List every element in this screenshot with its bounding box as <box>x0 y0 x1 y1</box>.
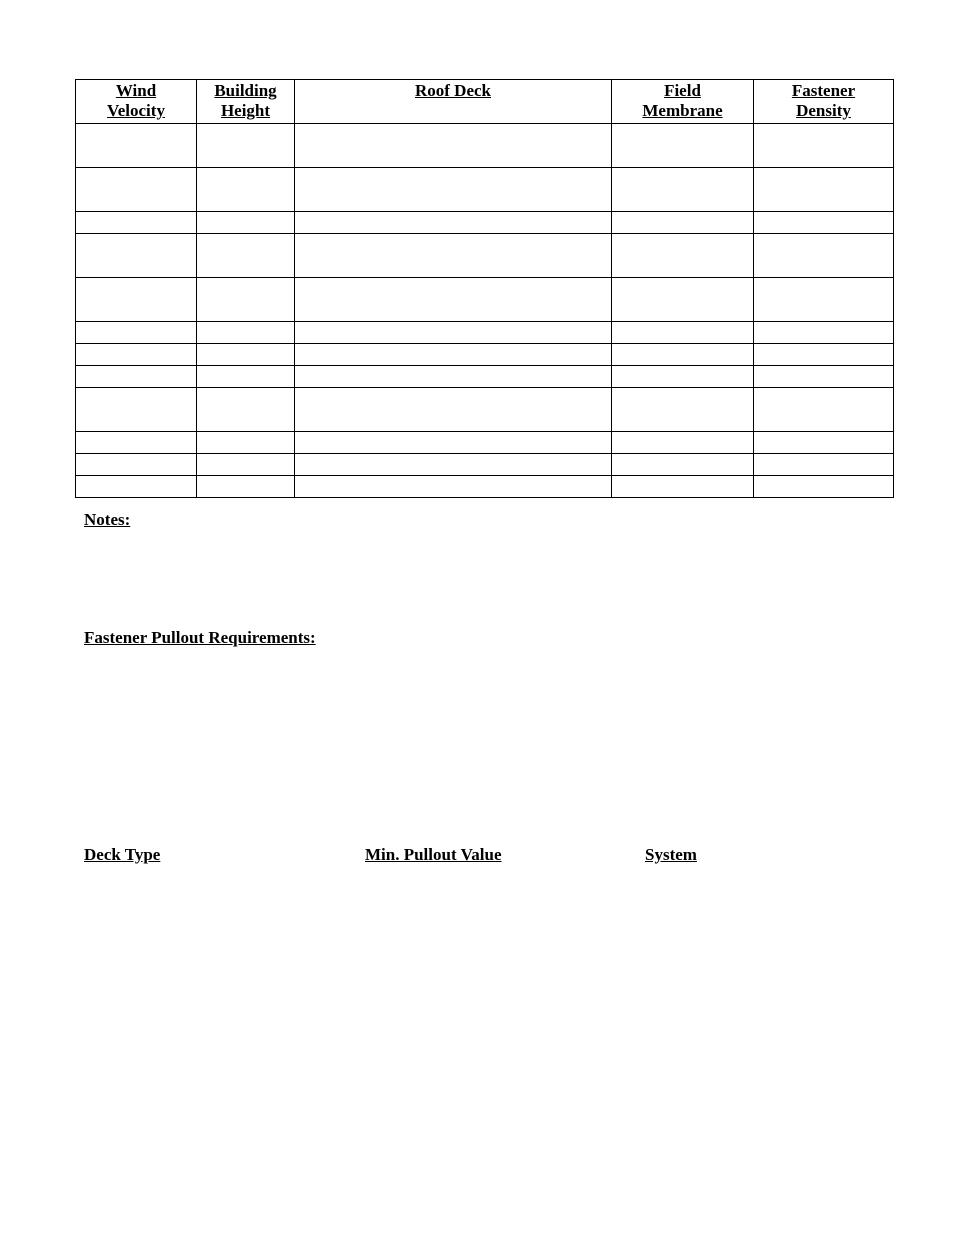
table-cell <box>197 454 295 476</box>
table-cell <box>197 432 295 454</box>
table-cell <box>754 476 894 498</box>
table-cell <box>612 278 754 322</box>
deck-type-column-heading: Deck Type <box>84 845 161 864</box>
table-cell <box>197 476 295 498</box>
table-cell <box>612 344 754 366</box>
table-row <box>76 476 894 498</box>
table-cell <box>295 322 612 344</box>
table-cell <box>295 454 612 476</box>
table-cell <box>76 278 197 322</box>
table-cell <box>612 366 754 388</box>
table-header-row <box>76 80 894 124</box>
table-cell <box>76 322 197 344</box>
table-row <box>76 212 894 234</box>
table-cell <box>76 234 197 278</box>
table-row <box>76 432 894 454</box>
table-cell <box>197 212 295 234</box>
table-cell <box>197 124 295 168</box>
table-cell <box>295 344 612 366</box>
table-row <box>76 124 894 168</box>
table-row <box>76 388 894 432</box>
table-cell <box>197 234 295 278</box>
table-cell <box>754 344 894 366</box>
table-cell <box>754 168 894 212</box>
notes-heading: Notes: <box>84 510 131 529</box>
wind-uplift-table <box>75 79 894 498</box>
min-pullout-value-column-heading: Min. Pullout Value <box>365 845 502 864</box>
table-row <box>76 168 894 212</box>
table-cell <box>754 366 894 388</box>
table-cell <box>197 344 295 366</box>
header-wind-velocity: Wind Velocity <box>76 80 197 124</box>
table-cell <box>295 476 612 498</box>
system-column-heading: System <box>645 845 697 864</box>
table-cell <box>612 432 754 454</box>
table-cell <box>612 168 754 212</box>
table-cell <box>612 476 754 498</box>
table-cell <box>754 454 894 476</box>
table-cell <box>295 432 612 454</box>
table-cell <box>76 344 197 366</box>
table-cell <box>197 278 295 322</box>
table-cell <box>612 124 754 168</box>
table-row <box>76 454 894 476</box>
table-cell <box>612 388 754 432</box>
table-row <box>76 322 894 344</box>
table-cell <box>76 124 197 168</box>
table-cell <box>295 168 612 212</box>
table-cell <box>197 366 295 388</box>
fastener-pullout-heading: Fastener Pullout Requirements: <box>84 628 316 647</box>
table-row <box>76 234 894 278</box>
table-cell <box>76 454 197 476</box>
table-row <box>76 344 894 366</box>
table-cell <box>76 212 197 234</box>
table-cell <box>754 234 894 278</box>
table-cell <box>76 366 197 388</box>
table-cell <box>295 234 612 278</box>
table-cell <box>76 476 197 498</box>
table-cell <box>295 212 612 234</box>
table-cell <box>612 212 754 234</box>
table-cell <box>754 388 894 432</box>
table-cell <box>754 124 894 168</box>
table-row <box>76 366 894 388</box>
table-cell <box>612 322 754 344</box>
table-cell <box>197 322 295 344</box>
header-field-membrane: Field Membrane <box>612 80 754 124</box>
header-building-height: Building Height <box>197 80 295 124</box>
table-cell <box>197 388 295 432</box>
header-roof-deck: Roof Deck <box>295 80 612 124</box>
table-cell <box>76 388 197 432</box>
table-cell <box>754 432 894 454</box>
table-cell <box>612 234 754 278</box>
table-cell <box>76 168 197 212</box>
table-cell <box>295 366 612 388</box>
table-cell <box>295 124 612 168</box>
table-cell <box>754 322 894 344</box>
table-cell <box>76 432 197 454</box>
header-fastener-density: Fastener Density <box>754 80 894 124</box>
table-cell <box>754 278 894 322</box>
table-cell <box>295 278 612 322</box>
table-cell <box>754 212 894 234</box>
table-cell <box>295 388 612 432</box>
table-row <box>76 278 894 322</box>
table-cell <box>197 168 295 212</box>
table-cell <box>612 454 754 476</box>
